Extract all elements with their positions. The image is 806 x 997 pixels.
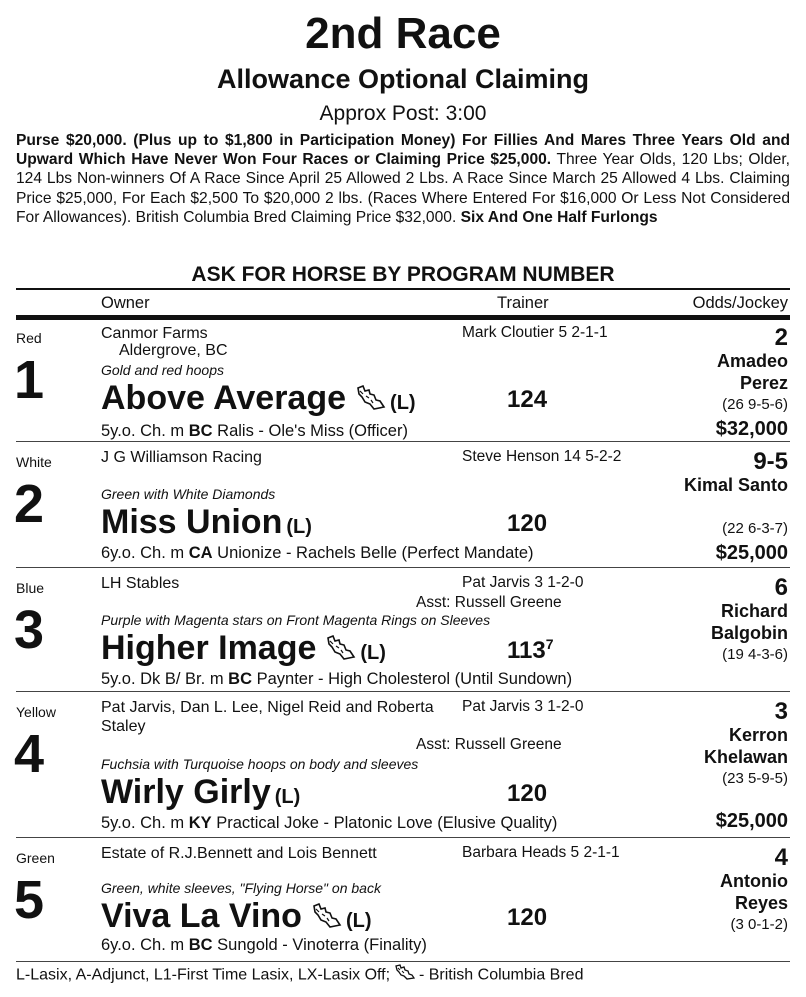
breeding-info [101,422,408,441]
pedigree: Paynter - High Cholesterol (Until Sundown) [252,670,573,688]
weight [507,510,547,538]
breeding-info [101,544,534,563]
silks-description: Green, white sleeves, "Flying Horse" on back [101,880,381,896]
owner-name: Pat Jarvis, Dan L. Lee, Nigel Reid and Roberta Staley [101,699,434,735]
entry-divider [16,691,790,692]
horse-name: Above Average [101,379,347,417]
owner-name: Canmor Farms [101,325,208,342]
trainer: Pat Jarvis 3 1-2-0 [462,698,584,715]
jockey-record: (19 4-3-6) [722,646,788,663]
state-bred: CA [188,544,213,562]
race-type: Allowance Optional Claiming [216,64,590,94]
trainer: Barbara Heads 5 2-1-1 [462,844,620,861]
entry-row [0,840,806,965]
weight-value: 113 [507,637,546,664]
bc-map-icon [395,964,415,987]
medication: (L) [390,392,416,414]
saddlecloth-color: Yellow [16,704,56,720]
state-bred: BC [188,936,213,954]
age-sex: 6y.o. Ch. m [101,936,189,954]
weight-value: 120 [507,780,548,807]
pedigree: Unionize - Rachels Belle (Perfect Mandate) [212,544,534,562]
horse-name-line [101,378,416,423]
breeding-info [101,936,427,955]
owner-name: LH Stables [101,575,180,592]
horse-name-line [101,628,386,673]
saddlecloth-color: White [16,454,52,470]
morning-line-odds: 2 [774,324,788,351]
pedigree: Practical Joke - Platonic Love (Elusive Quality) [211,814,558,832]
apprentice-allowance: 7 [545,636,554,652]
conditions-distance: Six And One Half Furlongs [460,208,658,226]
medication: (L) [286,516,312,538]
trainer: Mark Cloutier 5 2-1-1 [462,324,608,341]
column-header-trainer: Trainer [497,294,549,312]
jockey-name: Kimal Santo [683,475,788,495]
conditions-text: Three Year Olds, 120 Lbs; Older, 124 Lbs Non-winners Of A Race Since April 25 Allowed 2 Lbs. A Race Since March 25 Allowed 4 Lbs. Claiming Price $25,000, For Each $2,500 To $20,000 2 lbs. (Races Where Entered For $16,000 Or Less Not Considered For Allowances). British Columbia Bred Claiming Price $32,000. [16,151,790,226]
weight [507,636,554,665]
weight [507,780,547,808]
weight [507,904,547,932]
silks-description: Fuchsia with Turquoise hoops on body and sleeves [101,756,419,772]
program-number: 3 [14,600,45,660]
claiming-price: $25,000 [715,542,788,564]
jockey-record: (3 0-1-2) [730,916,788,933]
entry-row [0,444,806,569]
jockey-record: (22 6-3-7) [722,520,788,537]
jockey-record: (26 9-5-6) [722,396,788,413]
program-number: 1 [14,350,45,410]
state-bred: BC [228,670,252,688]
age-sex: 5y.o. Ch. m [101,814,189,832]
pedigree: Ralis - Ole's Miss (Officer) [212,422,408,440]
entry-row [0,320,806,445]
ask-banner: ASK FOR HORSE BY PROGRAM NUMBER [191,263,615,286]
trainer: Pat Jarvis 3 1-2-0 [462,574,584,591]
morning-line-odds: 9-5 [753,448,788,475]
saddlecloth-color: Green [16,850,55,866]
medication: (L) [274,786,301,808]
horse-name-line [101,772,300,817]
claiming-price: $25,000 [715,810,788,832]
column-header-odds-jockey: Odds/Jockey [692,294,788,312]
bc-map-icon [326,630,356,670]
state-bred: KY [188,814,212,832]
jockey-name: Antonio Reyes [720,871,788,913]
weight-value: 124 [507,386,548,413]
weight [507,386,547,414]
horse-name: Wirly Girly [101,773,271,811]
owner-name: J G Williamson Racing [101,449,262,466]
silks-description: Purple with Magenta stars on Front Magenta Rings on Sleeves [101,612,491,628]
assistant-trainer: Asst: Russell Greene [416,736,562,753]
morning-line-odds: 3 [774,698,788,725]
horse-name-line [101,896,372,941]
bc-map-icon [356,380,386,420]
horse-name: Viva La Vino [101,897,302,935]
owner-location: Aldergrove, BC [119,342,228,359]
silks-description: Gold and red hoops [101,362,224,378]
legend-footer [16,964,583,987]
owner-name: Estate of R.J.Bennett and Lois Bennett [101,845,377,862]
medication: (L) [345,910,372,932]
weight-value: 120 [507,510,548,537]
column-header-owner: Owner [101,294,150,312]
assistant-trainer: Asst: Russell Greene [416,594,562,611]
morning-line-odds: 4 [774,844,788,871]
post-time: Approx Post: 3:00 [319,102,487,125]
breeding-info [101,670,572,689]
bc-map-icon [312,898,342,938]
entry-divider [16,567,790,568]
race-conditions [16,131,790,227]
saddlecloth-color: Blue [16,580,45,596]
saddlecloth-color: Red [16,330,42,346]
legend-text: L-Lasix, A-Adjunct, L1-First Time Lasix, LX-Lasix Off; [16,966,395,984]
jockey-name: Richard Balgobin [711,601,788,643]
divider [16,288,790,290]
state-bred: BC [188,422,213,440]
legend-text-bc: - British Columbia Bred [414,966,584,984]
trainer: Steve Henson 14 5-2-2 [462,448,622,465]
age-sex: 6y.o. Ch. m [101,544,189,562]
claiming-price: $32,000 [715,418,788,440]
breeding-info [101,814,557,833]
entry-row [0,570,806,695]
age-sex: 5y.o. Dk B/ Br. m [101,670,229,688]
entry-row [0,694,806,832]
jockey-record: (23 5-9-5) [722,770,788,787]
morning-line-odds: 6 [774,574,788,601]
program-number: 4 [14,724,45,784]
conditions-purse: Purse $20,000. (Plus up to $1,800 in Participation Money) For Fillies And Mares Three Years Old and Upward Which Have Never Won Four Races or Claiming Price $25,000. [16,132,790,169]
medication: (L) [360,642,386,664]
race-title: 2nd Race [305,9,501,58]
program-number: 5 [14,870,45,930]
weight-value: 120 [507,904,548,931]
divider [16,961,790,962]
horse-name: Higher Image [101,629,317,667]
program-number: 2 [14,474,45,534]
horse-name: Miss Union [101,503,283,541]
age-sex: 5y.o. Ch. m [101,422,189,440]
pedigree: Sungold - Vinoterra (Finality) [212,936,427,954]
entry-divider [16,837,790,838]
horse-name-line [101,502,312,547]
silks-description: Green with White Diamonds [101,486,276,502]
jockey-name: Amadeo Perez [716,351,788,393]
jockey-name: Kerron Khelawan [703,725,788,767]
entry-divider [16,441,790,442]
